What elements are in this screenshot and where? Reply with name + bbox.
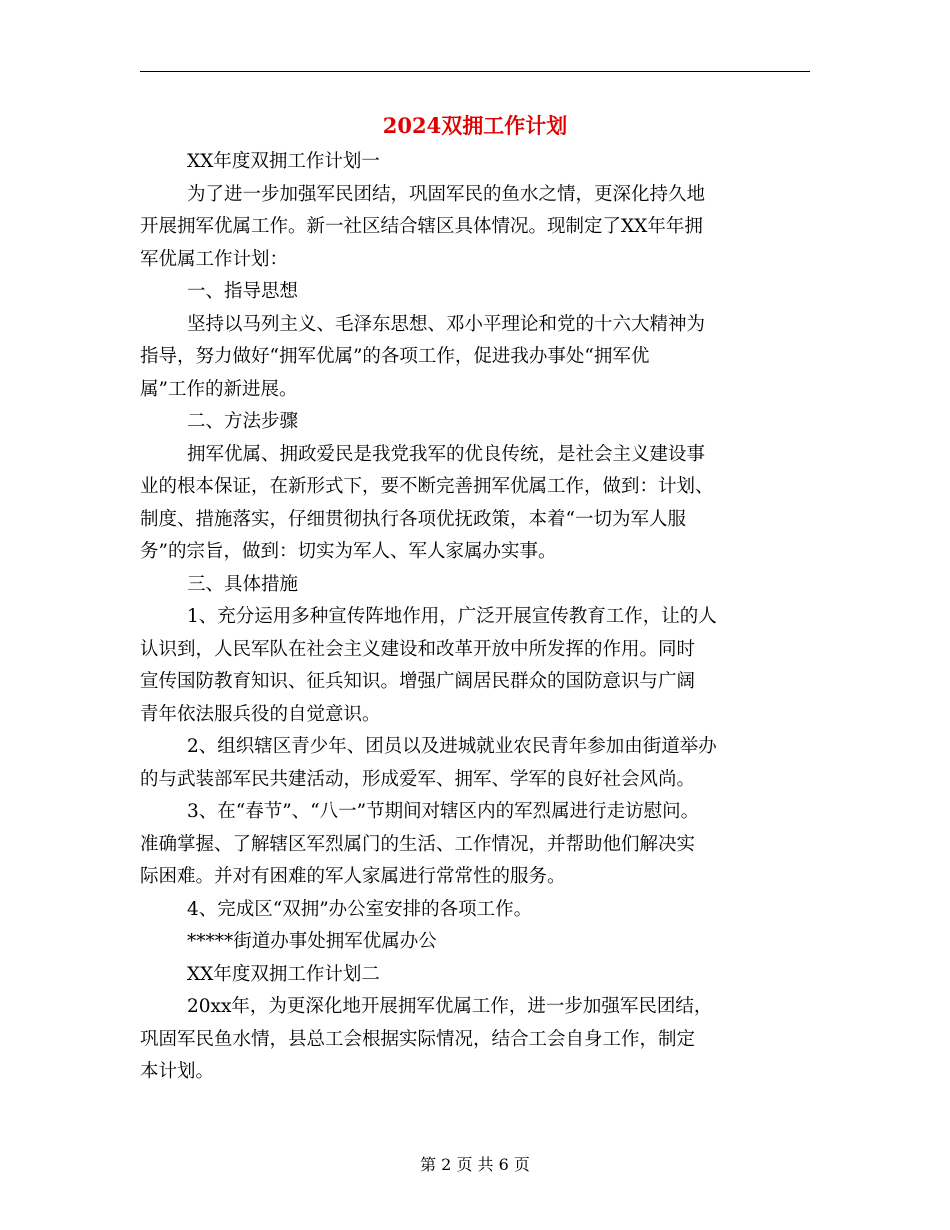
body-line: 坚持以马列主义、毛泽东思想、邓小平理论和党的十六大精神为 [187, 313, 706, 335]
body-line: 2、组织辖区青少年、团员以及进城就业农民青年参加由街道举办 [187, 736, 717, 757]
body-line: 宣传国防教育知识、征兵知识。增强广阔居民群众的国防意识与广阔 [140, 671, 696, 692]
body-line: 20xx年，为更深化地开展拥军优属工作，进一步加强军民团结， [187, 996, 713, 1017]
body-line: XX年度双拥工作计划一 [187, 151, 380, 172]
page-number: 第 2 页 共 6 页 [420, 1155, 530, 1174]
body-line: 军优属工作计划： [140, 248, 289, 270]
body-line: 业的根本保证，在新形式下，要不断完善拥军优属工作，做到：计划、 [140, 476, 714, 497]
body-line: 准确掌握、了解辖区军烈属门的生活、工作情况，并帮助他们解决实 [140, 833, 696, 855]
document-body [140, 146, 830, 1089]
body-line: 二、方法步骤 [187, 411, 299, 432]
body-line: 属”工作的新进展。 [140, 378, 298, 400]
body-line: 制度、措施落实，仔细贯彻执行各项优抚政策，本着“一切为军人服 [140, 508, 686, 530]
body-line: 开展拥军优属工作。新一社区结合辖区具体情况。现制定了XX年年拥 [140, 216, 703, 237]
header-rule [140, 71, 810, 72]
body-line: 一、指导思想 [187, 281, 299, 302]
body-line: 认识到，人民军队在社会主义建设和改革开放中所发挥的作用。同时 [140, 638, 696, 660]
body-line: 三、具体措施 [187, 573, 299, 595]
body-line: 1、充分运用多种宣传阵地作用，广泛开展宣传教育工作，让的人 [187, 606, 717, 627]
body-line: 为了进一步加强军民团结，巩固军民的鱼水之情，更深化持久地 [187, 183, 706, 205]
body-line: 际困难。并对有困难的军人家属进行常常性的服务。 [140, 866, 566, 887]
body-line: 4、完成区“双拥”办公室安排的各项工作。 [187, 898, 533, 920]
body-line: 本计划。 [140, 1061, 215, 1082]
body-line: 拥军优属、拥政爱民是我党我军的优良传统，是社会主义建设事 [187, 443, 706, 465]
body-line: *****街道办事处拥军优属办公 [187, 931, 437, 952]
body-line: 指导，努力做好“拥军优属”的各项工作，促进我办事处“拥军优 [140, 346, 650, 367]
body-line: 的与武装部军民共建活动，形成爱军、拥军、学军的良好社会风尚。 [140, 768, 696, 790]
body-line: 青年依法服兵役的自觉意识。 [140, 703, 381, 725]
body-line: 3、在“春节”、“八一”节期间对辖区内的军烈属进行走访慰问。 [187, 801, 700, 822]
body-line: 巩固军民鱼水情，县总工会根据实际情况，结合工会自身工作，制定 [140, 1028, 696, 1050]
document-title: 2024双拥工作计划 [382, 113, 568, 138]
body-line: XX年度双拥工作计划二 [187, 963, 380, 985]
body-line: 务”的宗旨，做到：切实为军人、军人家属办实事。 [140, 541, 557, 562]
